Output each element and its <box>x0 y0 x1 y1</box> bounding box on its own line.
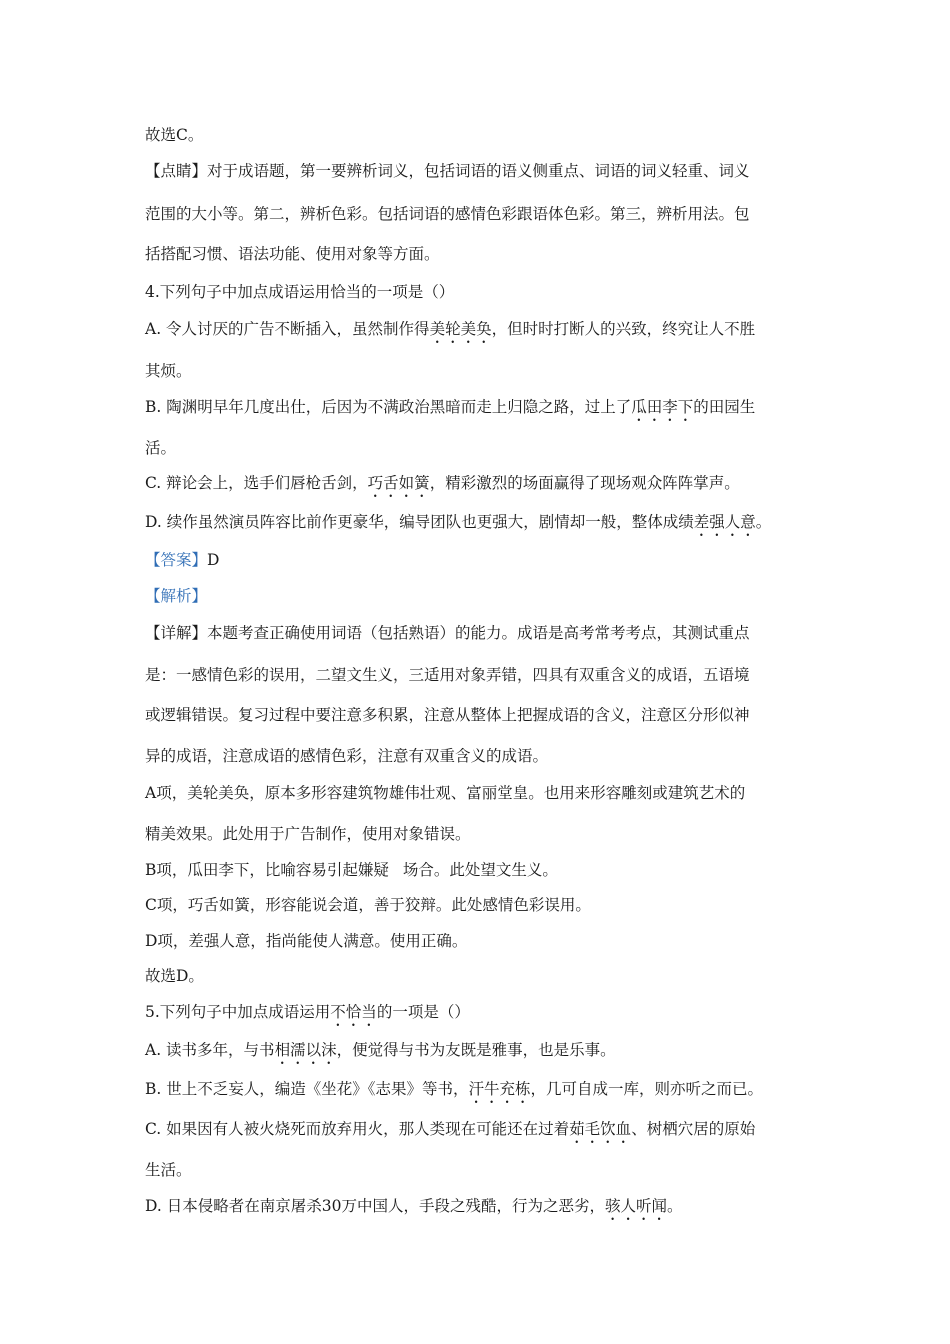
q4-option-d: D. 续作虽然演员阵容比前作更豪华，编导团队也更强大，剧情却一般，整体成绩差强人意。 <box>145 513 772 531</box>
emphasized-idiom: 差强人意 <box>693 513 756 531</box>
q4-option-a-cont: 其烦。 <box>145 362 192 380</box>
emphasized-word: 不恰当 <box>330 1003 377 1021</box>
detail-b-line: B项，瓜田李下，比喻容易引起嫌疑 场合。此处望文生义。 <box>145 861 558 879</box>
dianjing-line-3: 括搭配习惯、语法功能、使用对象等方面。 <box>145 245 440 263</box>
detail-a-line-1: A项，美轮美奂，原本多形容建筑物雄伟壮观、富丽堂皇。也用来形容雕刻或建筑艺术的 <box>145 784 746 802</box>
q4-option-b-cont: 活。 <box>145 439 177 457</box>
answer-tag: 【答案】 <box>145 551 208 569</box>
q4-option-c: C. 辩论会上，选手们唇枪舌剑，巧舌如簧，精彩激烈的场面赢得了现场观众阵阵掌声。 <box>145 474 740 492</box>
detail-line-4: 异的成语，注意成语的感情色彩，注意有双重含义的成语。 <box>145 747 549 765</box>
emphasized-idiom: 骇人听闻 <box>604 1197 667 1215</box>
q4-option-b: B. 陶渊明早年几度出仕，后因为不满政治黑暗而走上归隐之路，过上了瓜田李下的田园生 <box>145 398 756 416</box>
answer-line <box>145 549 219 571</box>
detail-line-1: 【详解】本题考查正确使用词语（包括熟语）的能力。成语是高考常考考点，其测试重点 <box>145 624 750 642</box>
q5-option-d: D. 日本侵略者在南京屠杀30万中国人，手段之残酷，行为之恶劣，骇人听闻。 <box>145 1197 683 1215</box>
emphasized-idiom: 美轮美奂 <box>429 320 492 338</box>
dianjing-line-2: 范围的大小等。第二，辨析色彩。包括词语的感情色彩跟语体色彩。第三，辨析用法。包 <box>145 205 750 223</box>
dianjing-line-1: 【点睛】对于成语题，第一要辨析词义，包括词语的语义侧重点、词语的词义轻重、词义 <box>145 162 750 180</box>
conclusion-line: 故选C。 <box>145 126 204 144</box>
answer-value: D <box>207 551 220 569</box>
q4-option-a: A. 令人讨厌的广告不断插入，虽然制作得美轮美奂，但时时打断人的兴致，终究让人不胜 <box>145 320 756 338</box>
emphasized-idiom: 巧舌如簧 <box>367 474 430 492</box>
question-5-stem: 5.下列句子中加点成语运用不恰当的一项是（） <box>145 1003 470 1021</box>
detail-a-line-2: 精美效果。此处用于广告制作，使用对象错误。 <box>145 825 471 843</box>
analysis-tag: 【解析】 <box>145 587 208 605</box>
conclusion-line-2: 故选D。 <box>145 967 204 985</box>
dianjing-tag: 【点睛】 <box>145 162 208 180</box>
emphasized-idiom: 茹毛饮血 <box>569 1120 632 1138</box>
emphasized-idiom: 瓜田李下 <box>631 398 694 416</box>
emphasized-idiom: 相濡以沫 <box>274 1041 337 1059</box>
detail-line-2: 是：一感情色彩的误用，二望文生义，三适用对象弄错，四具有双重含义的成语，五语境 <box>145 666 750 684</box>
detail-d-line: D项，差强人意，指尚能使人满意。使用正确。 <box>145 932 468 950</box>
q5-option-c: C. 如果因有人被火烧死而放弃用火，那人类现在可能还在过着茹毛饮血、树栖穴居的原始 <box>145 1120 756 1138</box>
detail-tag: 【详解】 <box>145 624 208 642</box>
q5-option-a: A. 读书多年，与书相濡以沫，便觉得与书为友既是雅事，也是乐事。 <box>145 1041 616 1059</box>
detail-c-line: C项，巧舌如簧，形容能说会道，善于狡辩。此处感情色彩误用。 <box>145 896 591 914</box>
detail-line-3: 或逻辑错误。复习过程中要注意多积累，注意从整体上把握成语的含义，注意区分形似神 <box>145 706 750 724</box>
q5-option-c-cont: 生活。 <box>145 1161 192 1179</box>
emphasized-idiom: 汗牛充栋 <box>468 1080 531 1098</box>
q5-option-b: B. 世上不乏妄人，编造《坐花》《志果》等书，汗牛充栋，几可自成一库，则亦听之而已。 <box>145 1080 764 1098</box>
analysis-heading <box>145 585 207 607</box>
question-4-stem: 4.下列句子中加点成语运用恰当的一项是（） <box>145 283 455 301</box>
